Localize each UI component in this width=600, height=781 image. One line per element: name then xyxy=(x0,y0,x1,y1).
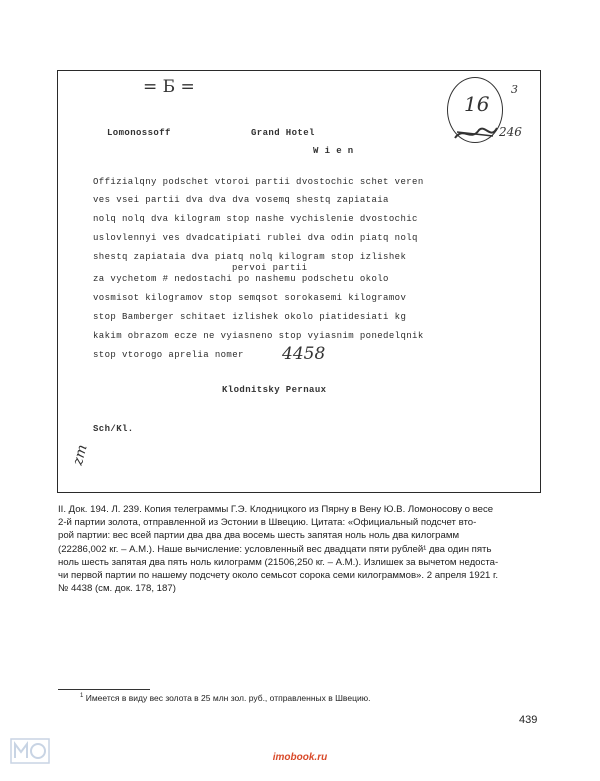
telegram-line: kakim obrazom ecze ne vyiasneno stop vyiasnim ponedelqnik xyxy=(93,331,424,341)
telegram-line: vosmisot kilogramov stop semqsot sorokasemi kilogramov xyxy=(93,293,407,303)
archive-page-number: 246 xyxy=(499,125,522,139)
handwritten-number: 4458 xyxy=(282,344,326,364)
telegram-line: stop vtorogo aprelia nomer xyxy=(93,350,244,360)
telegram-initials: Sch/Kl. xyxy=(93,424,134,434)
footnote-marker: 1 xyxy=(80,693,84,700)
page-number: 439 xyxy=(519,714,538,726)
caption-line: № 4438 (см. док. 178, 187) xyxy=(58,583,176,595)
telegram-line: nolq nolq dva kilogram stop nashe vychislenie dvostochic xyxy=(93,214,418,224)
archive-mark: 3 xyxy=(511,83,518,96)
caption-line: (22286,002 кг. – А.М.). Наше вычисление: условленный вес двадцати пяти рублей¹ два один пять xyxy=(58,543,492,555)
footnote-rule xyxy=(58,689,150,690)
strike-through-mark xyxy=(453,122,499,144)
caption-line: 2-й партии золота, отправленной из Эстонии в Швецию. Цитата: «Официальный подсчет вто- xyxy=(58,517,477,529)
telegram-city: W i e n xyxy=(313,146,354,156)
caption-line: ноль шесть запятая два пять ноль килограмм (21506,250 кг. – А.М.). Излишек за вычетом недоста- xyxy=(58,556,499,568)
telegram-line: Offizialqny podschet vtoroi partii dvostochic schet veren xyxy=(93,177,424,187)
caption-line: чи первой партии по нашему подсчету около семьсот сорока семи килограммов». 2 апреля 1921 г. xyxy=(58,570,499,582)
footnote-text: Имеется в виду вес золота в 25 млн зол. руб., отправленных в Швецию. xyxy=(85,693,371,703)
caption-line: рой партии: вес всей партии два два два восемь шесть запятая ноль ноль два килограмм xyxy=(58,530,460,542)
telegram-hotel: Grand Hotel xyxy=(251,128,315,138)
letterhead-mark: = Б = xyxy=(143,77,195,97)
telegram-addressee: Lomonossoff xyxy=(107,128,171,138)
telegram-line: uslovlennyi ves dvadcatipiati rublei dva odin piatq nolq xyxy=(93,233,418,243)
footnote xyxy=(80,693,370,703)
telegram-line: za vychetom # nedostachi po nashemu podschetu okolo xyxy=(93,274,389,284)
margin-note: zm xyxy=(69,442,91,468)
telegram-signature: Klodnitsky Pernaux xyxy=(222,385,327,395)
telegram-line: shestq zapiataia dva piatq nolq kilogram stop izlishek xyxy=(93,252,407,262)
telegram-line: stop Bamberger schitaet izlishek okolo piatidesiati kg xyxy=(93,312,407,322)
telegram-line: ves vsei partii dva dva dva vosemq shestq zapiataia xyxy=(93,195,389,205)
telegram-insert: pervoi partii xyxy=(232,263,308,273)
document-caption xyxy=(58,503,544,595)
archive-stamp-number: 16 xyxy=(464,92,490,116)
site-link[interactable]: imobook.ru xyxy=(272,752,328,763)
caption-line: II. Док. 194. Л. 239. Копия телеграммы Г.Э. Клодницкого из Пярну в Вену Ю.В. Ломоносову о весе xyxy=(58,504,494,515)
